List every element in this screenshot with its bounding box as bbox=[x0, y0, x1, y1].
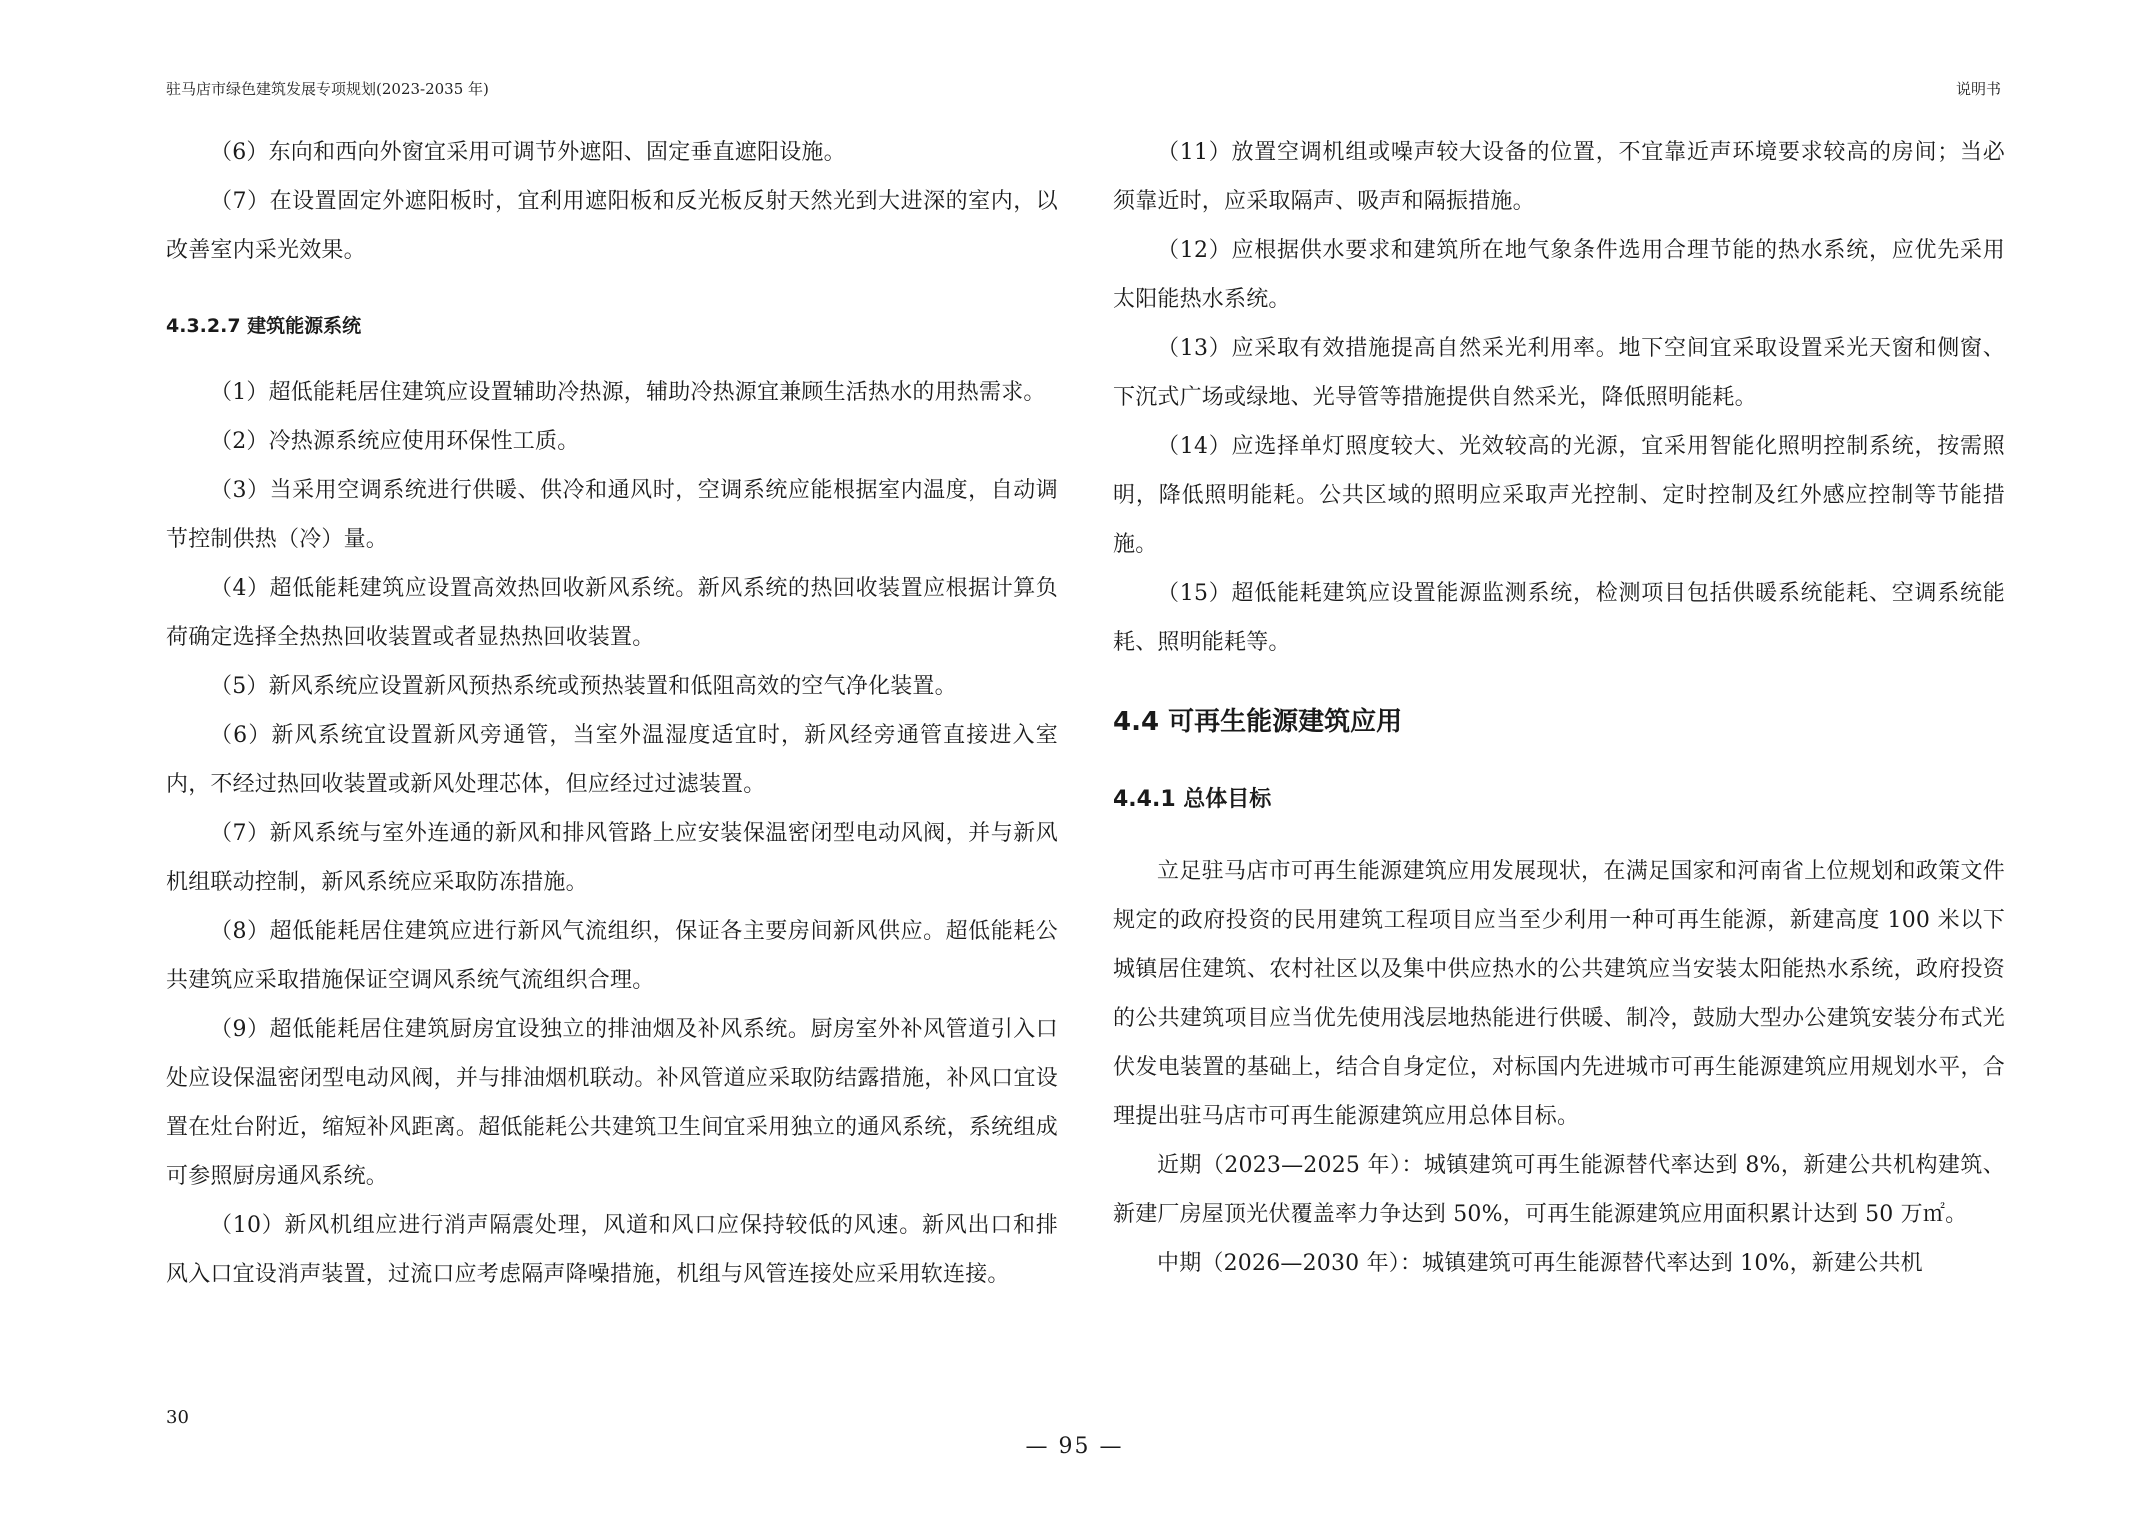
list-item: （14）应选择单灯照度较大、光效较高的光源，宜采用智能化照明控制系统，按需照明，降低照明能耗。公共区域的照明应采取声光控制、定时控制及红外感应控制等节能措施。 bbox=[1113, 434, 2005, 557]
list-item: （6）新风系统宜设置新风旁通管，当室外温湿度适宜时，新风经旁通管直接进入室内，不经过热回收装置或新风处理芯体，但应经过过滤装置。 bbox=[166, 723, 1058, 797]
right-column bbox=[1113, 128, 2005, 1288]
list-item: （12）应根据供水要求和建筑所在地气象条件选用合理节能的热水系统，应优先采用太阳能热水系统。 bbox=[1113, 238, 2005, 312]
section-heading-4327: 4.3.2.7 建筑能源系统 bbox=[166, 315, 362, 337]
list-item: （3）当采用空调系统进行供暖、供冷和通风时，空调系统应能根据室内温度，自动调节控制供热（冷）量。 bbox=[166, 478, 1058, 552]
paragraph: 立足驻马店市可再生能源建筑应用发展现状，在满足国家和河南省上位规划和政策文件规定的政府投资的民用建筑工程项目应当至少利用一种可再生能源，新建高度 100 米以下城镇居住建筑、农村社区以及集中供应热水的公共建筑应当安装太阳能热水系统，政府投资的公共建筑项目应当优先使用浅层地热能进行供暖、制冷，鼓励大型办公建筑安装分布式光伏发电装置的基础上，结合自身定位，对标国内先进城市可再生能源建筑应用规划水平，合理提出驻马店市可再生能源建筑应用总体目标。 bbox=[1113, 859, 2005, 1129]
paragraph: 近期（2023—2025 年）：城镇建筑可再生能源替代率达到 8%，新建公共机构建筑、新建厂房屋顶光伏覆盖率力争达到 50%，可再生能源建筑应用面积累计达到 50 万㎡。 bbox=[1113, 1153, 2005, 1227]
paragraph: （6）东向和西向外窗宜采用可调节外遮阳、固定垂直遮阳设施。 bbox=[210, 140, 846, 165]
subsection-heading-441: 4.4.1 总体目标 bbox=[1113, 787, 1272, 812]
list-item: （1）超低能耗居住建筑应设置辅助冷热源，辅助冷热源宜兼顾生活热水的用热需求。 bbox=[210, 380, 1046, 405]
list-item: （8）超低能耗居住建筑应进行新风气流组织，保证各主要房间新风供应。超低能耗公共建筑应采取措施保证空调风系统气流组织合理。 bbox=[166, 919, 1058, 993]
left-column bbox=[166, 128, 1058, 1299]
list-item: （2）冷热源系统应使用环保性工质。 bbox=[210, 429, 580, 454]
list-item: （9）超低能耗居住建筑厨房宜设独立的排油烟及补风系统。厨房室外补风管道引入口处应设保温密闭型电动风阀，并与排油烟机联动。补风管道应采取防结露措施，补风口宜设置在灶台附近，缩短补风距离。超低能耗公共建筑卫生间宜采用独立的通风系统，系统组成可参照厨房通风系统。 bbox=[166, 1017, 1058, 1189]
list-item: （7）新风系统与室外连通的新风和排风管路上应安装保温密闭型电动风阀，并与新风机组联动控制，新风系统应采取防冻措施。 bbox=[166, 821, 1058, 895]
list-item: （4）超低能耗建筑应设置高效热回收新风系统。新风系统的热回收装置应根据计算负荷确定选择全热热回收装置或者显热热回收装置。 bbox=[166, 576, 1058, 650]
running-header-title: 驻马店市绿色建筑发展专项规划(2023-2035 年) bbox=[166, 80, 489, 98]
section-heading-44: 4.4 可再生能源建筑应用 bbox=[1113, 707, 1403, 737]
list-item: （13）应采取有效措施提高自然采光利用率。地下空间宜采取设置采光天窗和侧窗、下沉式广场或绿地、光导管等措施提供自然采光，降低照明能耗。 bbox=[1113, 336, 2005, 410]
list-item: （15）超低能耗建筑应设置能源监测系统，检测项目包括供暖系统能耗、空调系统能耗、照明能耗等。 bbox=[1113, 581, 2005, 655]
running-header-label: 说明书 bbox=[1955, 80, 2001, 98]
list-item: （11）放置空调机组或噪声较大设备的位置，不宜靠近声环境要求较高的房间；当必须靠近时，应采取隔声、吸声和隔振措施。 bbox=[1113, 140, 2005, 214]
paragraph: 中期（2026—2030 年）：城镇建筑可再生能源替代率达到 10%，新建公共机 bbox=[1157, 1251, 1923, 1276]
paragraph: （7）在设置固定外遮阳板时，宜利用遮阳板和反光板反射天然光到大进深的室内，以改善室内采光效果。 bbox=[166, 189, 1058, 263]
page-number: — 95 — bbox=[1025, 1434, 1124, 1459]
list-item: （5）新风系统应设置新风预热系统或预热装置和低阻高效的空气净化装置。 bbox=[210, 674, 957, 699]
inner-page-number: 30 bbox=[166, 1407, 189, 1428]
list-item: （10）新风机组应进行消声隔震处理，风道和风口应保持较低的风速。新风出口和排风入口宜设消声装置，过流口应考虑隔声降噪措施，机组与风管连接处应采用软连接。 bbox=[166, 1213, 1058, 1287]
